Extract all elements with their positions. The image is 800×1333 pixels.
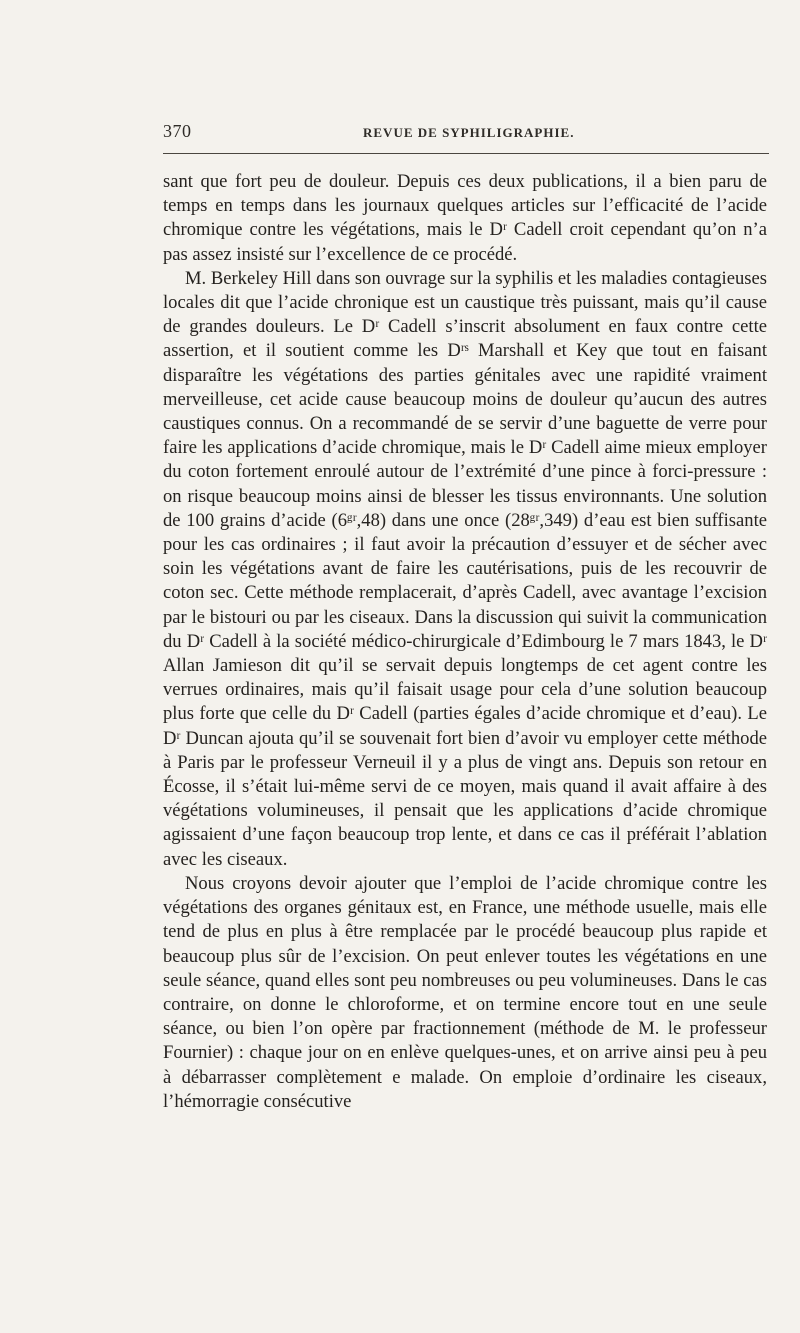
header-rule [163, 153, 769, 154]
page-header [163, 121, 769, 143]
body-text [163, 170, 767, 1114]
paragraph-nous-croyons: Nous croyons devoir ajouter que l’emploi de l’acide chromique contre les végétations des organes génitaux est, en France, une méthode usuelle, mais elle tend de plus en plus à être remplacée par le procédé beaucoup plus rapide et beaucoup plus sûr de l’excision. On peut enlever toutes les végétations en une seule séance, quand elles sont peu nombreuses ou peu volumineuses. Dans le cas contraire, on donne le chloroforme, et on termine encore tout en une seule séance, ou bien l’on opère par fractionnement (méthode de M. le professeur Fournier) : chaque jour on en enlève quelques-unes, et on arrive ainsi peu à peu à débarrasser complètement e malade. On emploie d’ordinaire les ciseaux, l’hémorragie consécutive [163, 872, 767, 1112]
paragraph-berkeley-hill: M. Berkeley Hill dans son ouvrage sur la syphilis et les maladies contagieuses locales dit que l’acide chronique est un caustique très puissant, mais qu’il cause de grandes douleurs. Le Dʳ Cadell s’inscrit absolument en faux contre cette assertion, et il soutient comme les Dʳˢ Marshall et Key que tout en faisant disparaître les végétations des parties génitales avec une rapidité vraiment merveilleuse, cet acide cause beaucoup moins de douleur qu’aucun des autres caustiques connus. On a recommandé de se servir d’une baguette de verre pour faire les applications d’acide chromique, mais le Dʳ Cadell aime mieux employer du coton fortement enroulé autour de l’extrémité d’une pince à forci-pressure : on risque beaucoup moins ainsi de blesser les tissus environnants. Une solution de 100 grains d’acide (6ᵍʳ,48) dans une once (28ᵍʳ,349) d’eau est bien suffisante pour les cas ordinaires ; il faut avoir la précaution d’essuyer et de sécher avec soin les végétations avant de faire les cautérisations, puis de les recouvrir de coton sec. Cette méthode remplacerait, d’après Cadell, avec avantage l’excision par le bistouri ou par les ciseaux. Dans la discussion qui suivit la communication du Dʳ Cadell à la société médico-chirurgicale d’Edimbourg le 7 mars 1843, le Dʳ Allan Jamieson dit qu’il se servait depuis longtemps de cet agent contre les verrues ordinaires, mais qu’il faisait usage pour cela d’une solution beaucoup plus forte que celle du Dʳ Cadell (parties égales d’acide chromique et d’eau). Le Dʳ Duncan ajouta qu’il se souvenait fort bien d’avoir vu employer cette méthode à Paris par le professeur Verneuil il y a plus de vingt ans. Depuis son retour en Écosse, il s’était lui-même servi de ce moyen, mais quand il avait affaire à des végétations volumineuses, il pensait que les applications d’acide chromique agissaient d’une façon beaucoup trop lente, et dans ce cas il préférait l’ablation avec les ciseaux. [163, 267, 767, 870]
page-number: 370 [163, 121, 192, 141]
running-title: REVUE DE SYPHILIGRAPHIE. [363, 125, 575, 140]
paragraph-continuation: sant que fort peu de douleur. Depuis ces deux publications, il a bien paru de temps en temps dans les journaux quelques articles sur l’efficacité de l’acide chromique contre les végétations, mais le Dʳ Cadell croit cependant qu’on n’a pas assez insisté sur l’excellence de ce procédé. [163, 171, 767, 265]
